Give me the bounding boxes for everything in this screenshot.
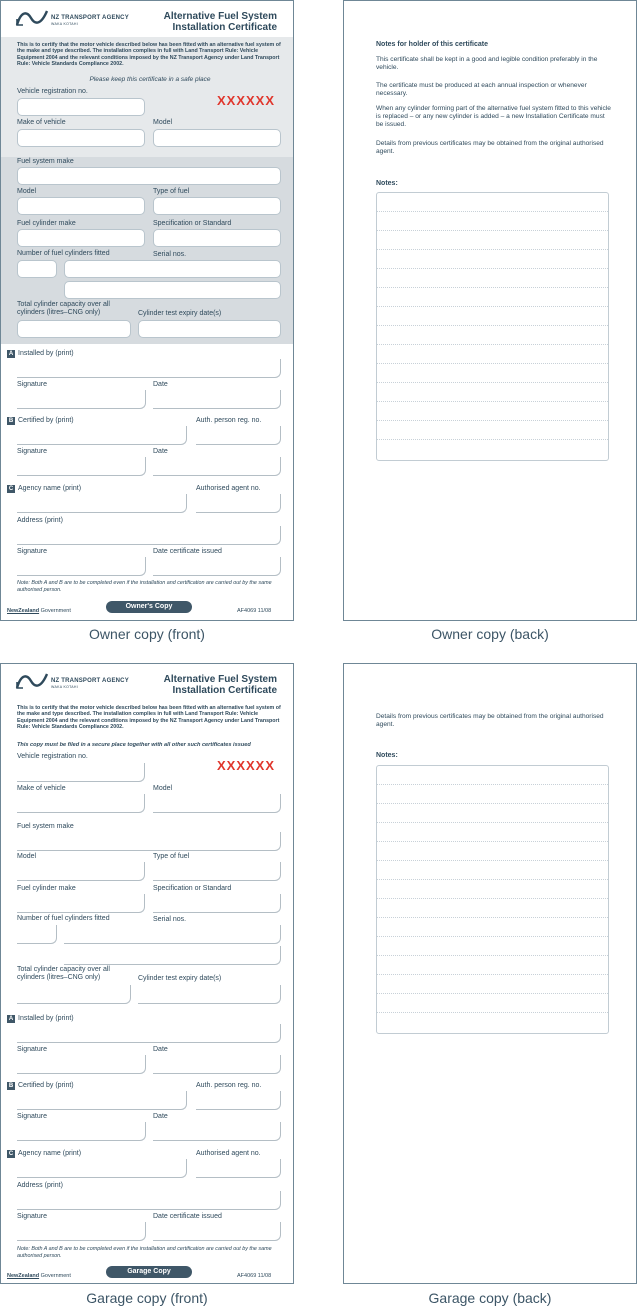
nzta-logo-icon [15, 7, 49, 29]
completion-note: Note: Both A and B are to be completed even if the installation and certification are carried out by the same authorised person. [17, 1246, 272, 1259]
serial-numbers-label: Serial nos. [153, 251, 187, 258]
address-label: Address (print) [17, 1182, 63, 1189]
date-a-label: Date [153, 1046, 168, 1053]
specification-label: Specification or Standard [153, 220, 232, 227]
installed-by-label: Installed by (print) [18, 1015, 74, 1022]
date-b-label: Date [153, 448, 168, 455]
nzta-logo-icon [15, 670, 49, 692]
serial-numbers-field-1[interactable] [64, 925, 281, 944]
fuel-system-make-label: Fuel system make [17, 823, 74, 830]
notes-label: Notes: [376, 752, 398, 759]
test-expiry-label: Cylinder test expiry date(s) [138, 310, 222, 317]
logo-agency-text: NZ TRANSPORT AGENCY [51, 15, 129, 21]
make-of-vehicle-field[interactable] [17, 129, 145, 147]
date-issued-field[interactable] [153, 1222, 281, 1241]
date-a-field[interactable] [153, 1055, 281, 1074]
form-number: AF4069 11/08 [237, 608, 272, 614]
agency-name-field[interactable] [17, 494, 187, 513]
form-title-line1: Alternative Fuel System [163, 11, 277, 22]
auth-reg-label: Auth. person reg. no. [196, 1082, 262, 1089]
fuel-cylinder-make-label: Fuel cylinder make [17, 220, 76, 227]
back-para-4: Details from previous certificates may be obtained from the original authorised agent. [376, 713, 604, 728]
auth-reg-field[interactable] [196, 426, 281, 445]
total-capacity-field[interactable] [17, 320, 131, 338]
total-capacity-label-line1: Total cylinder capacity over all [17, 966, 110, 973]
date-issued-label: Date certificate issued [153, 1213, 222, 1220]
agency-name-field[interactable] [17, 1159, 187, 1178]
agent-no-label: Authorised agent no. [196, 1150, 261, 1157]
signature-b-label: Signature [17, 448, 47, 455]
section-a-marker: A [8, 1016, 14, 1022]
signature-c-label: Signature [17, 1213, 47, 1220]
fuel-model-label: Model [17, 853, 37, 860]
logo-maori-text: WAKA KOTAHI [51, 22, 79, 26]
signature-a-label: Signature [17, 381, 47, 388]
garage-copy-badge: Garage Copy [106, 1266, 192, 1278]
make-of-vehicle-label: Make of vehicle [17, 785, 66, 792]
serial-numbers-field-2[interactable] [64, 946, 281, 965]
fuel-model-field[interactable] [17, 862, 145, 881]
agent-no-field[interactable] [196, 494, 281, 513]
vehicle-model-field[interactable] [153, 794, 281, 813]
date-a-field[interactable] [153, 390, 281, 409]
section-c-marker: C [8, 1151, 14, 1157]
certified-by-field[interactable] [17, 426, 187, 445]
caption-owner-back: Owner copy (back) [431, 626, 549, 642]
registration-value: XXXXXX [217, 93, 276, 108]
logo-maori-text: WAKA KOTAHI [51, 685, 79, 689]
vehicle-registration-field[interactable] [17, 98, 145, 116]
specification-label: Specification or Standard [153, 885, 232, 892]
address-label: Address (print) [17, 517, 63, 524]
auth-reg-label: Auth. person reg. no. [196, 417, 262, 424]
nz-government-logo: NewZealand Government [7, 608, 71, 614]
garage-front-page [0, 663, 294, 1284]
back-para-3: When any cylinder forming part of the alternative fuel system fitted to this vehicle is replaced – or any new cylinder is added – a new Installation Certificate must be issued. [376, 105, 611, 128]
vehicle-registration-field[interactable] [17, 763, 145, 782]
owner-front-page [0, 0, 294, 621]
type-of-fuel-label: Type of fuel [153, 188, 190, 195]
signature-b-field[interactable] [17, 457, 146, 476]
total-capacity-label-line2: cylinders (litres–CNG only) [17, 974, 101, 981]
installed-by-field[interactable] [17, 1024, 281, 1043]
notes-label: Notes: [376, 180, 398, 187]
section-b-marker: B [8, 418, 14, 424]
vehicle-model-field[interactable] [153, 129, 281, 147]
certified-by-label: Certified by (print) [18, 1082, 74, 1089]
signature-a-field[interactable] [17, 390, 146, 409]
installed-by-label: Installed by (print) [18, 350, 74, 357]
vehicle-model-label: Model [153, 119, 173, 126]
date-a-label: Date [153, 381, 168, 388]
test-expiry-field[interactable] [138, 985, 281, 1004]
type-of-fuel-field[interactable] [153, 862, 281, 881]
auth-reg-field[interactable] [196, 1091, 281, 1110]
make-of-vehicle-label: Make of vehicle [17, 119, 66, 126]
notes-field[interactable] [376, 765, 609, 1034]
back-para-1: This certificate shall be kept in a good and legible condition preferably in the vehicle. [376, 56, 598, 71]
specification-field[interactable] [153, 894, 281, 913]
signature-c-field[interactable] [17, 557, 146, 576]
certified-by-label: Certified by (print) [18, 417, 74, 424]
caption-owner-front: Owner copy (front) [89, 626, 205, 642]
fuel-model-label: Model [17, 188, 37, 195]
date-b-field[interactable] [153, 457, 281, 476]
signature-c-field[interactable] [17, 1222, 146, 1241]
fuel-cylinder-make-label: Fuel cylinder make [17, 885, 76, 892]
registration-value: XXXXXX [217, 758, 276, 773]
date-b-label: Date [153, 1113, 168, 1120]
signature-b-label: Signature [17, 1113, 47, 1120]
signature-c-label: Signature [17, 548, 47, 555]
form-title-line1: Alternative Fuel System [163, 674, 277, 685]
signature-a-field[interactable] [17, 1055, 146, 1074]
total-capacity-field[interactable] [17, 985, 131, 1004]
section-a-marker: A [8, 351, 14, 357]
form-title-line2: Installation Certificate [172, 685, 277, 696]
keep-safe-text: Please keep this certificate in a safe place [89, 76, 211, 83]
back-para-4: Details from previous certificates may be obtained from the original authorised agent. [376, 140, 604, 155]
vehicle-registration-label: Vehicle registration no. [17, 753, 88, 760]
fuel-system-make-field[interactable] [17, 167, 281, 185]
signature-b-field[interactable] [17, 1122, 146, 1141]
back-notes-heading: Notes for holder of this certificate [376, 41, 489, 48]
signature-a-label: Signature [17, 1046, 47, 1053]
garage-back-page [343, 663, 637, 1284]
certified-by-field[interactable] [17, 1091, 187, 1110]
date-issued-field[interactable] [153, 557, 281, 576]
owners-copy-badge: Owner's Copy [106, 601, 192, 613]
date-b-field[interactable] [153, 1122, 281, 1141]
nz-government-logo: NewZealand Government [7, 1273, 71, 1279]
number-of-cylinders-label: Number of fuel cylinders fitted [17, 915, 110, 922]
completion-note: Note: Both A and B are to be completed even if the installation and certification are carried out by the same authorised person. [17, 580, 272, 593]
notes-field[interactable] [376, 192, 609, 461]
form-title-line2: Installation Certificate [172, 22, 277, 33]
date-issued-label: Date certificate issued [153, 548, 222, 555]
logo-agency-text: NZ TRANSPORT AGENCY [51, 678, 129, 684]
agency-name-label: Agency name (print) [18, 485, 82, 492]
number-of-cylinders-field[interactable] [17, 925, 57, 944]
section-c-marker: C [8, 486, 14, 492]
fuel-system-make-field[interactable] [17, 832, 281, 851]
agent-no-field[interactable] [196, 1159, 281, 1178]
test-expiry-field[interactable] [138, 320, 281, 338]
agent-no-label: Authorised agent no. [196, 485, 261, 492]
make-of-vehicle-field[interactable] [17, 794, 145, 813]
number-of-cylinders-label: Number of fuel cylinders fitted [17, 250, 110, 257]
address-field[interactable] [17, 1191, 281, 1210]
serial-numbers-label: Serial nos. [153, 916, 187, 923]
type-of-fuel-field[interactable] [153, 197, 281, 215]
specification-field[interactable] [153, 229, 281, 247]
vehicle-model-label: Model [153, 785, 173, 792]
fuel-model-field[interactable] [17, 197, 145, 215]
back-para-2: The certificate must be produced at each annual inspection or whenever necessary. [376, 82, 587, 97]
filing-instruction-text: This copy must be filed in a secure place together with all other such certificates issued [17, 742, 251, 748]
intro-text: This is to certify that the motor vehicle described below has been fitted with an alternative fuel system of the make and type described. The installation complies in full with Land Transport Rule: Vehicle Equipment 2004 and the relevant conditions imposed by the NZ Transport Agency under Land Transport Rule: Vehicle Standards Compliance 2002. [17, 705, 281, 730]
address-field[interactable] [17, 526, 281, 545]
total-capacity-label-line1: Total cylinder capacity over all [17, 301, 110, 308]
section-b-marker: B [8, 1083, 14, 1089]
type-of-fuel-label: Type of fuel [153, 853, 190, 860]
serial-numbers-field-2[interactable] [64, 281, 281, 299]
agency-name-label: Agency name (print) [18, 1150, 82, 1157]
installed-by-field[interactable] [17, 359, 281, 378]
owner-back-page [343, 0, 637, 621]
number-of-cylinders-field[interactable] [17, 260, 57, 278]
serial-numbers-field-1[interactable] [64, 260, 281, 278]
caption-garage-front: Garage copy (front) [86, 1290, 208, 1306]
test-expiry-label: Cylinder test expiry date(s) [138, 975, 222, 982]
fuel-cylinder-make-field[interactable] [17, 894, 145, 913]
form-number: AF4069 11/08 [237, 1273, 272, 1279]
total-capacity-label-line2: cylinders (litres–CNG only) [17, 309, 101, 316]
vehicle-registration-label: Vehicle registration no. [17, 88, 88, 95]
fuel-system-make-label: Fuel system make [17, 158, 74, 165]
fuel-cylinder-make-field[interactable] [17, 229, 145, 247]
caption-garage-back: Garage copy (back) [428, 1290, 552, 1306]
intro-text: This is to certify that the motor vehicle described below has been fitted with an alternative fuel system of the make and type described. The installation complies in full with Land Transport Rule: Vehicle Equipment 2004 and the relevant conditions imposed by the NZ Transport Agency under Land Transport Rule: Vehicle Standards Compliance 2002. [17, 42, 281, 67]
